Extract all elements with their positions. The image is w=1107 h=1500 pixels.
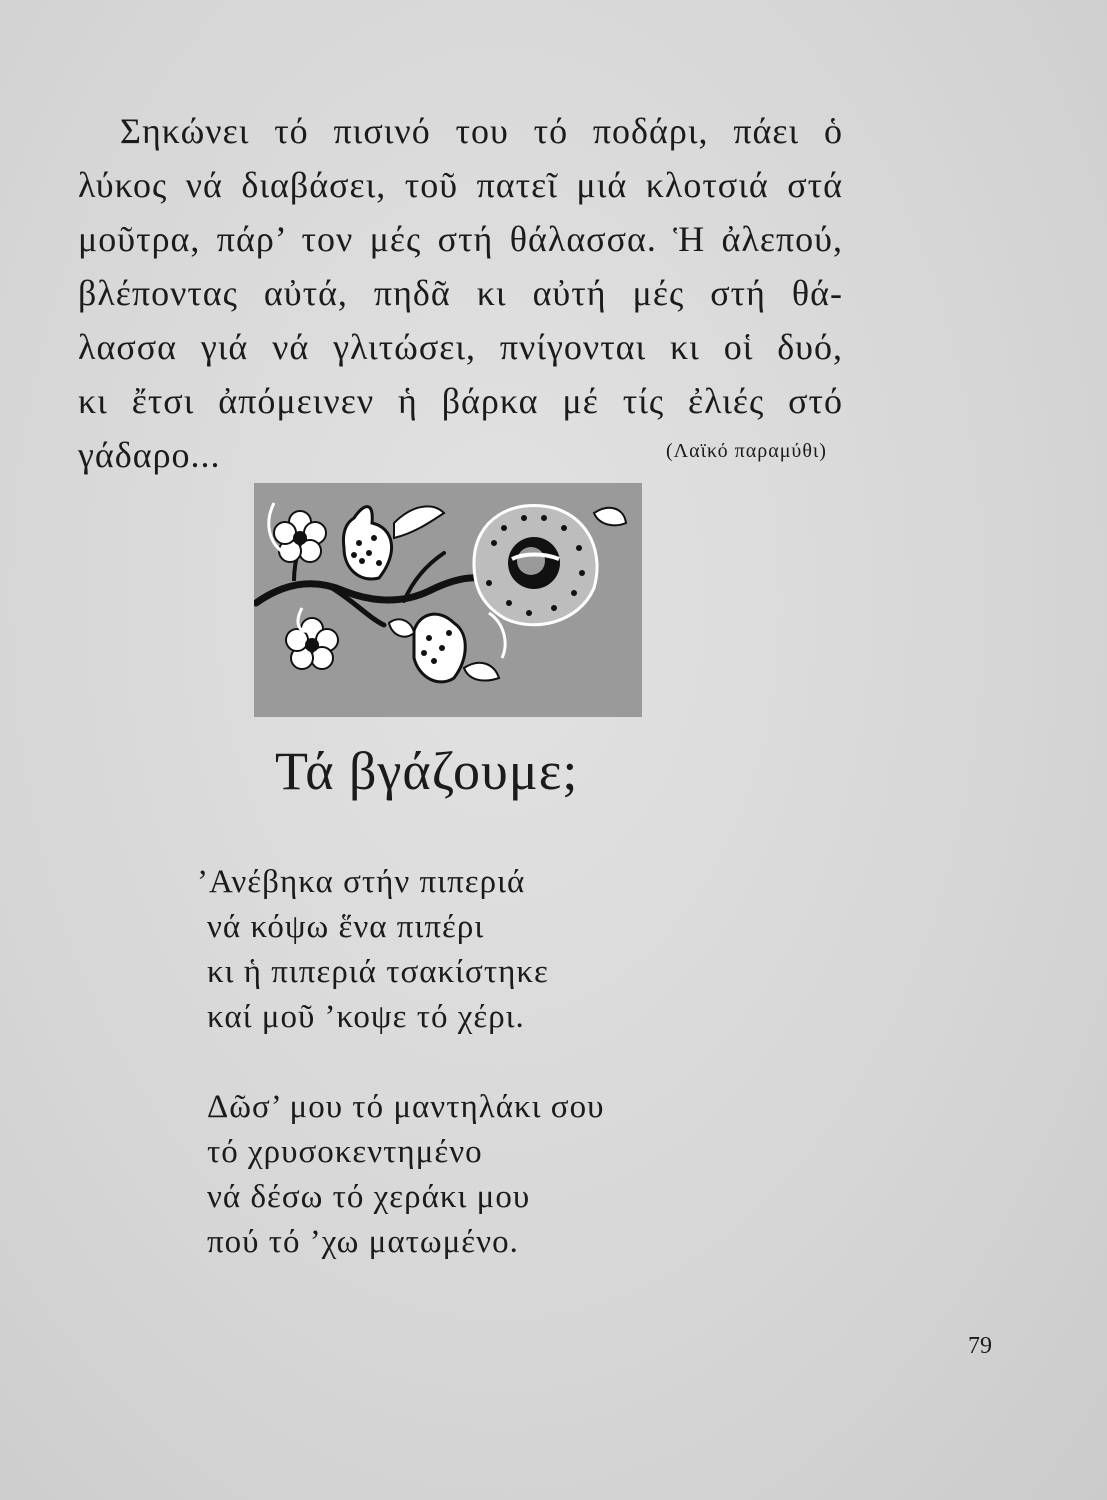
- story-line: λύκος νά διαβάσει, τοῦ πατεῖ μιά κλοτσιά στά: [78, 165, 843, 205]
- floral-branch-illustration: [254, 483, 642, 717]
- story-paragraph: [78, 104, 843, 482]
- poem-stanza: [197, 860, 604, 1040]
- poem-stanza: [207, 1085, 604, 1265]
- poem-line: τό χρυσοκεντημένο: [207, 1134, 483, 1170]
- poem-line: πού τό ’χω ματωμένο.: [207, 1224, 519, 1260]
- poem-line: καί μοῦ ’κοψε τό χέρι.: [207, 999, 525, 1035]
- poem-line: νά δέσω τό χεράκι μου: [207, 1179, 531, 1215]
- story-line: Σηκώνει τό πισινό του τό ποδάρι, πάει ὁ: [120, 111, 843, 151]
- poem-title: Τά βγάζουμε;: [275, 741, 579, 801]
- poem-line: κι ἡ πιπεριά τσακίστηκε: [207, 954, 549, 990]
- poem: [197, 860, 605, 1310]
- poem-line: ’Ανέβηκα στήν πιπεριά: [197, 864, 526, 900]
- story-line: κι ἔτσι ἀπόμεινεν ἡ βάρκα μέ τίς ἐλιές στό: [78, 381, 843, 421]
- page-number: 79: [968, 1333, 992, 1359]
- poem-line: νά κόψω ἕνα πιπέρι: [207, 909, 485, 945]
- source-attribution: (Λαϊκό παραμύθι): [666, 440, 827, 462]
- story-line: βλέποντας αὐτά, πηδᾶ κι αὐτή μές στή θά-: [78, 273, 843, 313]
- story-line: γάδαρο...: [78, 435, 221, 475]
- poem-line: Δῶσ’ μου τό μαντηλάκι σου: [207, 1089, 605, 1125]
- story-line: λασσα γιά νά γλιτώσει, πνίγονται κι οἱ δυό,: [78, 327, 843, 367]
- story-line: μοῦτρα, πάρ’ τον μές στή θάλασσα. Ἡ ἀλεπού,: [78, 219, 843, 259]
